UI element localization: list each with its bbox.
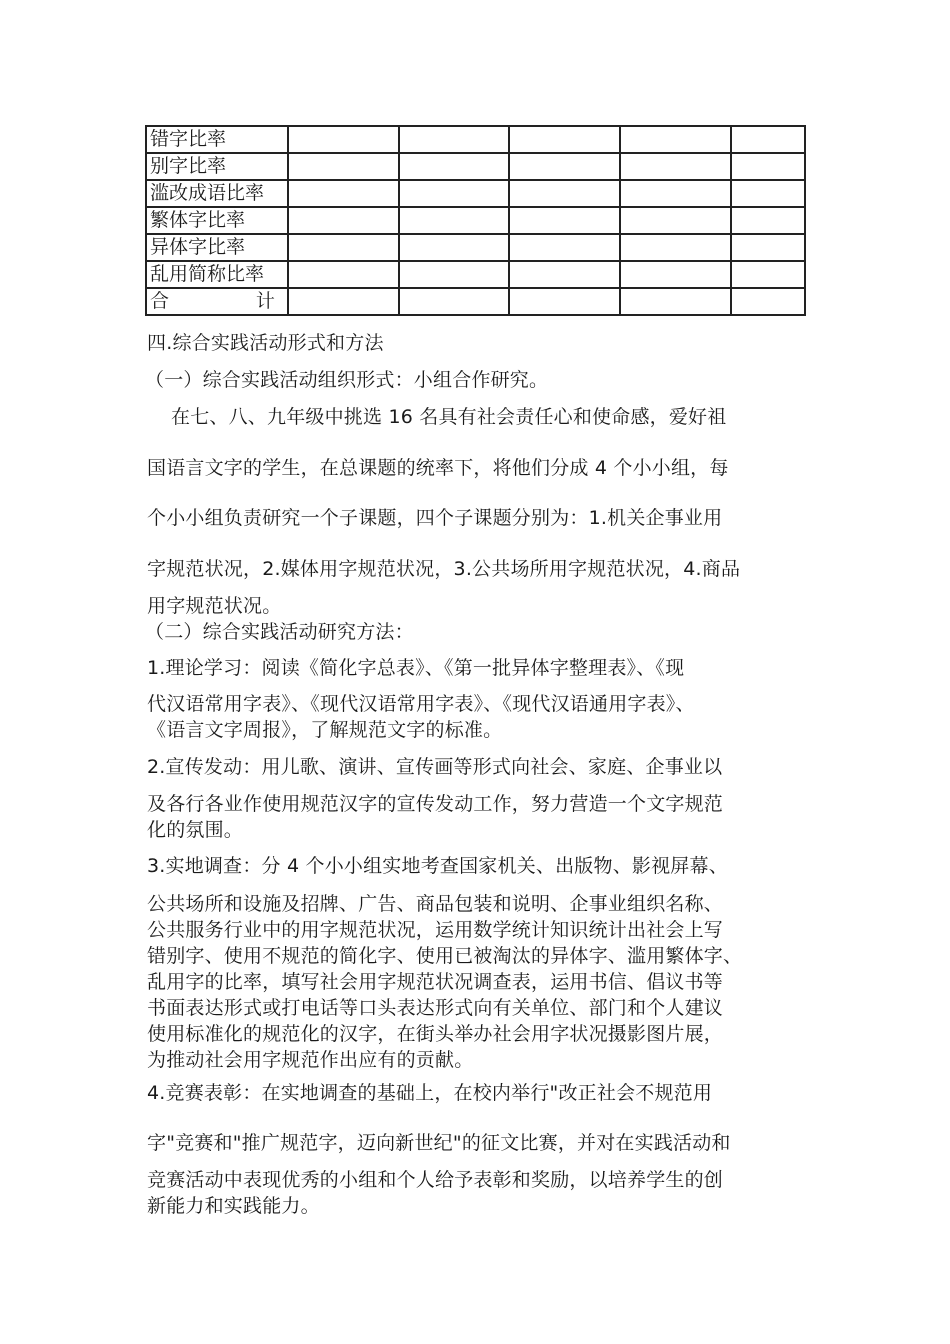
table-cell bbox=[510, 127, 621, 154]
table-cell bbox=[289, 208, 400, 235]
table-cell bbox=[510, 181, 621, 208]
table-cell bbox=[510, 235, 621, 262]
method-item-line: 错别字、使用不规范的简化字、使用已被淘汰的异体字、滥用繁体字、 bbox=[147, 945, 743, 967]
table-cell bbox=[289, 235, 400, 262]
subsection-heading-methods: （二）综合实践活动研究方法： bbox=[145, 621, 414, 643]
table-row bbox=[147, 208, 804, 235]
row-label: 异体字比率 bbox=[147, 235, 289, 262]
table-cell bbox=[289, 289, 400, 314]
table-cell bbox=[510, 289, 621, 314]
method-item-line: 书面表达形式或打电话等口头表达形式向有关单位、部门和个人建议 bbox=[147, 997, 724, 1019]
paragraph-line: 国语言文字的学生，在总课题的统率下，将他们分成 4 个小小组，每 bbox=[147, 457, 729, 479]
table-cell bbox=[621, 289, 732, 314]
table-cell bbox=[400, 127, 511, 154]
table-cell bbox=[732, 235, 804, 262]
table-cell bbox=[732, 208, 804, 235]
table-cell bbox=[289, 262, 400, 289]
paragraph-line: 字规范状况，2.媒体用字规范状况，3.公共场所用字规范状况，4.商品 bbox=[147, 558, 741, 580]
table-cell bbox=[400, 154, 511, 181]
method-item-line: 及各行各业作使用规范汉字的宣传发动工作，努力营造一个文字规范 bbox=[147, 793, 724, 815]
table-cell bbox=[289, 154, 400, 181]
method-item-line: 2.宣传发动：用儿歌、演讲、宣传画等形式向社会、家庭、企事业以 bbox=[147, 756, 723, 778]
table-cell bbox=[510, 154, 621, 181]
table-cell bbox=[621, 127, 732, 154]
method-item-line: 3.实地调查：分 4 个小小组实地考查国家机关、出版物、影视屏幕、 bbox=[147, 855, 728, 877]
total-label-right: 计 bbox=[255, 290, 275, 312]
section-heading: 四.综合实践活动形式和方法 bbox=[147, 332, 384, 354]
table-cell bbox=[400, 208, 511, 235]
table-cell bbox=[289, 127, 400, 154]
method-item-line: 竞赛活动中表现优秀的小组和个人给予表彰和奖励，以培养学生的创 bbox=[147, 1169, 724, 1191]
method-item-line: 1.理论学习：阅读《简化字总表》、《第一批异体字整理表》、《现 bbox=[147, 657, 685, 679]
table-cell bbox=[400, 262, 511, 289]
table-row bbox=[147, 127, 804, 154]
total-row-label bbox=[147, 289, 289, 314]
table-row bbox=[147, 181, 804, 208]
method-item-line: 字"竞赛和"推广规范字，迈向新世纪"的征文比赛，并对在实践活动和 bbox=[147, 1132, 731, 1154]
table-cell bbox=[621, 235, 732, 262]
method-item-line: 《语言文字周报》，了解规范文字的标准。 bbox=[147, 719, 503, 741]
table-cell bbox=[510, 262, 621, 289]
row-label: 繁体字比率 bbox=[147, 208, 289, 235]
table-row bbox=[147, 235, 804, 262]
method-item-line: 为推动社会用字规范作出应有的贡献。 bbox=[147, 1049, 474, 1071]
table-row bbox=[147, 262, 804, 289]
total-label-left: 合 bbox=[150, 290, 170, 312]
survey-statistics-table bbox=[145, 125, 806, 316]
table-cell bbox=[621, 208, 732, 235]
method-item-line: 代汉语常用字表》、《现代汉语常用字表》、《现代汉语通用字表》、 bbox=[147, 693, 695, 715]
table-cell bbox=[621, 181, 732, 208]
method-item-line: 公共服务行业中的用字规范状况，运用数学统计知识统计出社会上写 bbox=[147, 919, 724, 941]
table-row-total bbox=[147, 289, 804, 314]
table-cell bbox=[732, 127, 804, 154]
table-cell bbox=[621, 262, 732, 289]
row-label: 滥改成语比率 bbox=[147, 181, 289, 208]
method-item-line: 使用标准化的规范化的汉字，在街头举办社会用字状况摄影图片展， bbox=[147, 1023, 724, 1045]
table-row bbox=[147, 154, 804, 181]
row-label: 错字比率 bbox=[147, 127, 289, 154]
row-label: 乱用简称比率 bbox=[147, 262, 289, 289]
table-cell bbox=[400, 181, 511, 208]
table-cell bbox=[732, 289, 804, 314]
table-cell bbox=[400, 289, 511, 314]
table-cell bbox=[289, 181, 400, 208]
paragraph-line: 用字规范状况。 bbox=[147, 595, 282, 617]
table-cell bbox=[732, 262, 804, 289]
method-item-line: 公共场所和设施及招牌、广告、商品包装和说明、企事业组织名称、 bbox=[147, 893, 724, 915]
method-item-line: 新能力和实践能力。 bbox=[147, 1195, 320, 1217]
paragraph-line: 在七、八、九年级中挑选 16 名具有社会责任心和使命感，爱好祖 bbox=[171, 406, 727, 428]
table-cell bbox=[621, 154, 732, 181]
row-label: 别字比率 bbox=[147, 154, 289, 181]
method-item-line: 4.竞赛表彰：在实地调查的基础上，在校内举行"改正社会不规范用 bbox=[147, 1082, 713, 1104]
table-cell bbox=[400, 235, 511, 262]
subsection-heading-organization: （一）综合实践活动组织形式：小组合作研究。 bbox=[145, 369, 549, 391]
table-cell bbox=[732, 154, 804, 181]
method-item-line: 乱用字的比率，填写社会用字规范状况调查表，运用书信、倡议书等 bbox=[147, 971, 724, 993]
paragraph-line: 个小小组负责研究一个子课题，四个子课题分别为：1.机关企事业用 bbox=[147, 507, 723, 529]
method-item-line: 化的氛围。 bbox=[147, 819, 244, 841]
table-cell bbox=[732, 181, 804, 208]
table-cell bbox=[510, 208, 621, 235]
